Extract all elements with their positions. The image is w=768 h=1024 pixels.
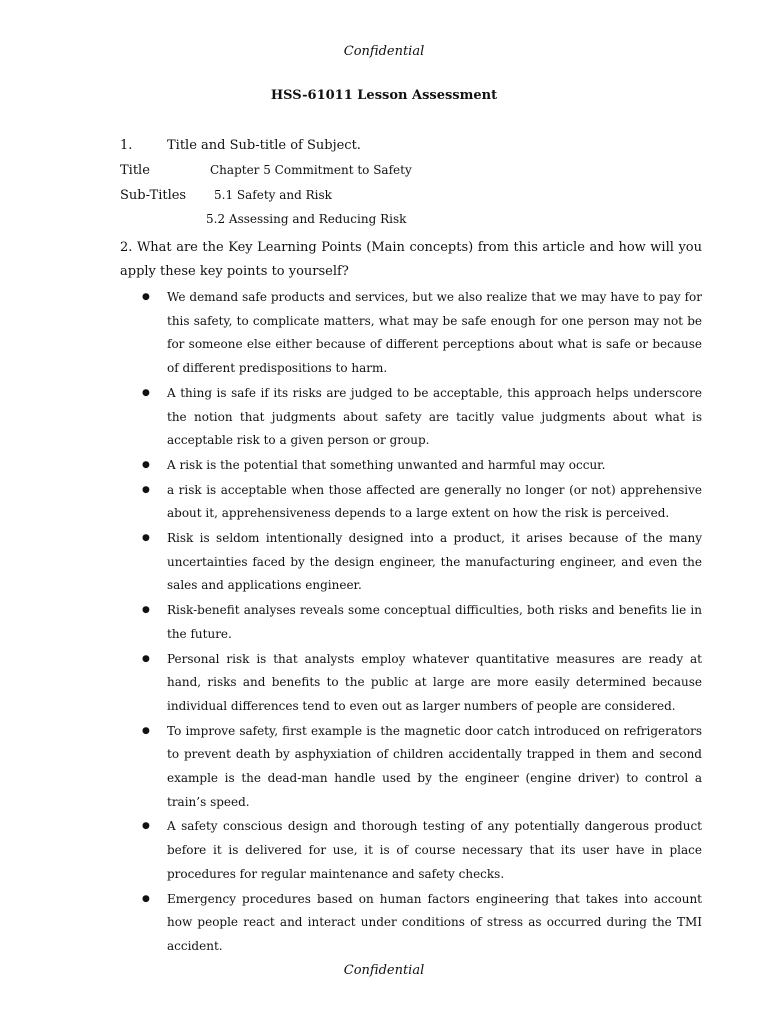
- bullet-icon: ●: [142, 725, 150, 736]
- key-point-item: [142, 479, 702, 526]
- page-footer: Confidential: [343, 963, 425, 978]
- key-point-text: Emergency procedures based on human factors engineering that takes into account how people react and interact under conditions of stress as occurred during the TMI accident.: [167, 891, 702, 953]
- key-point-item: [142, 527, 702, 598]
- bullet-icon: ●: [142, 484, 150, 495]
- key-point-text: Risk is seldom intentionally designed into a product, it arises because of the many uncertainties faced by the design engineer, the manufacturing engineer, and even the sales and applications engineer.: [167, 531, 702, 593]
- subtitles-label: Sub-Titles: [120, 188, 187, 203]
- question-1-text: Title and Sub-title of Subject.: [167, 138, 361, 153]
- key-point-item: [142, 648, 702, 719]
- key-point-text: To improve safety, first example is the magnetic door catch introduced on refrigerators to prevent death by asphyxiation of children accidentally trapped in them and second example is the dead-man handle used by the engineer (engine driver) to control a train’s speed.: [167, 723, 702, 809]
- bullet-icon: ●: [142, 533, 150, 544]
- key-point-item: [142, 454, 702, 478]
- key-point-text: A safety conscious design and thorough testing of any potentially dangerous product before it is delivered for use, it is of course necessary that its user have in place procedures for regular maintenance and safety checks.: [167, 819, 702, 881]
- key-point-text: A risk is the potential that something unwanted and harmful may occur.: [167, 457, 606, 472]
- bullet-icon: ●: [142, 821, 150, 832]
- bullet-icon: ●: [142, 605, 150, 616]
- key-point-item: [142, 599, 702, 646]
- key-point-text: Personal risk is that analysts employ whatever quantitative measures are ready at hand, risks and benefits to the public at large are more easily determined because individual differences tend to even out as larger numbers of people are considered.: [167, 651, 702, 713]
- document-title: HSS-61011 Lesson Assessment: [270, 88, 498, 103]
- key-point-text: Risk-benefit analyses reveals some conceptual difficulties, both risks and benefits lie in the future.: [167, 603, 702, 641]
- key-point-text: a risk is acceptable when those affected are generally no longer (or not) apprehensive about it, apprehensiveness depends to a large extent on how the risk is perceived.: [167, 482, 702, 521]
- bullet-icon: ●: [142, 653, 150, 664]
- question-1-number: 1.: [120, 138, 133, 153]
- title-label: Title: [120, 163, 150, 178]
- key-point-item: [142, 815, 702, 886]
- subtitle-item: 5.2 Assessing and Reducing Risk: [206, 212, 407, 226]
- key-point-item: [142, 888, 702, 959]
- bullet-icon: ●: [142, 292, 150, 302]
- title-value: Chapter 5 Commitment to Safety: [210, 163, 412, 177]
- key-point-item: [142, 286, 702, 381]
- page-header: Confidential: [343, 44, 425, 59]
- bullet-icon: ●: [142, 459, 150, 470]
- bullet-icon: ●: [142, 387, 150, 398]
- question-2-text: 2. What are the Key Learning Points (Main concepts) from this article and how will you apply these key points to yourself?: [120, 240, 702, 279]
- key-point-item: [142, 720, 702, 815]
- key-point-text: We demand safe products and services, but we also realize that we may have to pay for this safety, to complicate matters, what may be safe enough for one person may not be for someone else either because of different perceptions about what is safe or because of different predispositions to harm.: [167, 290, 702, 376]
- key-point-text: A thing is safe if its risks are judged to be acceptable, this approach helps underscore the notion that judgments about safety are tacitly value judgments about what is acceptable risk to a given person or group.: [167, 385, 702, 448]
- key-point-item: [142, 382, 702, 453]
- key-points-list: [0, 286, 768, 960]
- bullet-icon: ●: [142, 893, 150, 904]
- subtitle-item: 5.1 Safety and Risk: [214, 188, 332, 202]
